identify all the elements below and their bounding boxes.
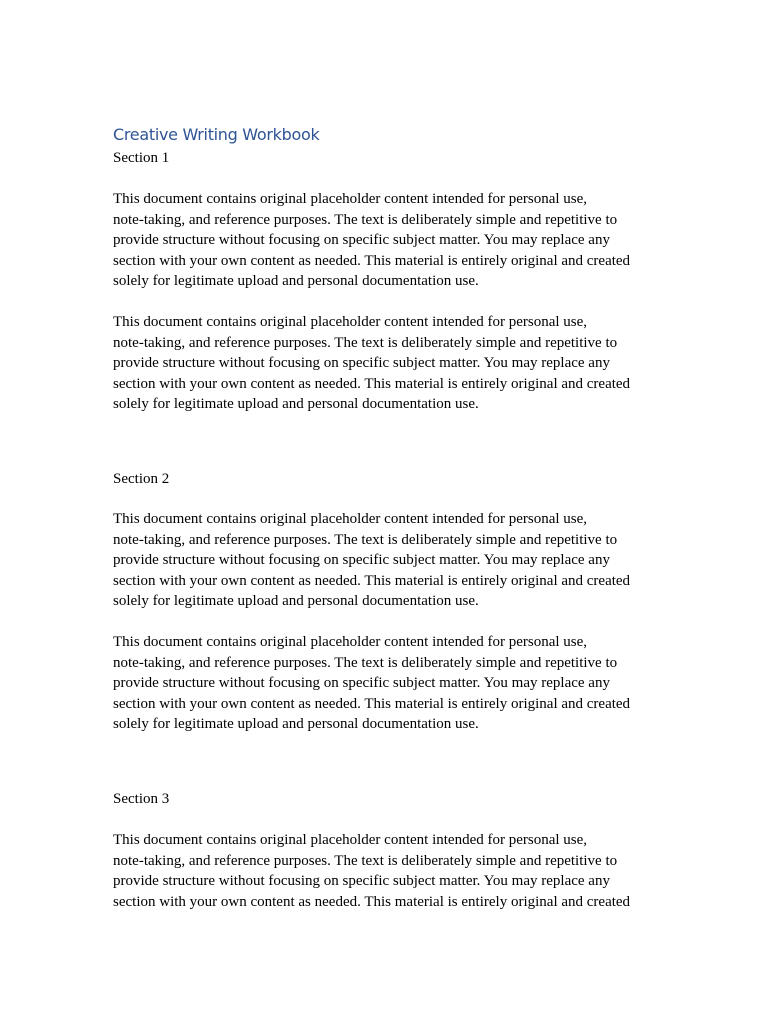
paragraph-line: This document contains original placeholder content intended for personal use,	[113, 511, 588, 527]
paragraph-line: This document contains original placeholder content intended for personal use,	[113, 191, 588, 207]
paragraph-line: note-taking, and reference purposes. The text is deliberately simple and repetitive to	[113, 654, 618, 671]
paragraph-line: note-taking, and reference purposes. The text is deliberately simple and repetitive to	[113, 531, 618, 548]
section-heading-1: Section 1	[113, 150, 170, 166]
paragraph-line: provide structure without focusing on specific subject matter. You may replace any	[113, 355, 610, 372]
paragraph-2-2	[113, 632, 643, 735]
paragraph-line: provide structure without focusing on specific subject matter. You may replace any	[113, 232, 610, 249]
paragraph-line: provide structure without focusing on specific subject matter. You may replace any	[113, 675, 610, 692]
paragraph-1-1	[113, 189, 643, 292]
paragraph-3-1	[113, 830, 643, 912]
paragraph-line: solely for legitimate upload and personal documentation use.	[113, 396, 479, 413]
paragraph-line: note-taking, and reference purposes. The text is deliberately simple and repetitive to	[113, 334, 618, 351]
paragraph-line: This document contains original placeholder content intended for personal use,	[113, 314, 588, 330]
section-heading-3: Section 3	[113, 791, 170, 807]
paragraph-1-2	[113, 312, 643, 415]
document-title: Creative Writing Workbook	[113, 125, 320, 144]
paragraph-2-1	[113, 509, 643, 612]
paragraph-line: solely for legitimate upload and personal documentation use.	[113, 593, 479, 610]
paragraph-line: section with your own content as needed. This material is entirely original and created	[113, 252, 631, 269]
paragraph-line: section with your own content as needed. This material is entirely original and created	[113, 695, 631, 712]
paragraph-line: section with your own content as needed. This material is entirely original and created	[113, 893, 631, 910]
section-heading-2: Section 2	[113, 471, 170, 487]
paragraph-line: provide structure without focusing on specific subject matter. You may replace any	[113, 552, 610, 569]
paragraph-line: solely for legitimate upload and personal documentation use.	[113, 716, 479, 733]
paragraph-line: provide structure without focusing on specific subject matter. You may replace any	[113, 873, 610, 890]
paragraph-line: note-taking, and reference purposes. The text is deliberately simple and repetitive to	[113, 211, 618, 228]
paragraph-line: section with your own content as needed. This material is entirely original and created	[113, 572, 631, 589]
paragraph-line: This document contains original placeholder content intended for personal use,	[113, 634, 588, 650]
paragraph-line: section with your own content as needed. This material is entirely original and created	[113, 375, 631, 392]
paragraph-line: This document contains original placeholder content intended for personal use,	[113, 832, 588, 848]
paragraph-line: note-taking, and reference purposes. The text is deliberately simple and repetitive to	[113, 852, 618, 869]
paragraph-line: solely for legitimate upload and personal documentation use.	[113, 273, 479, 290]
